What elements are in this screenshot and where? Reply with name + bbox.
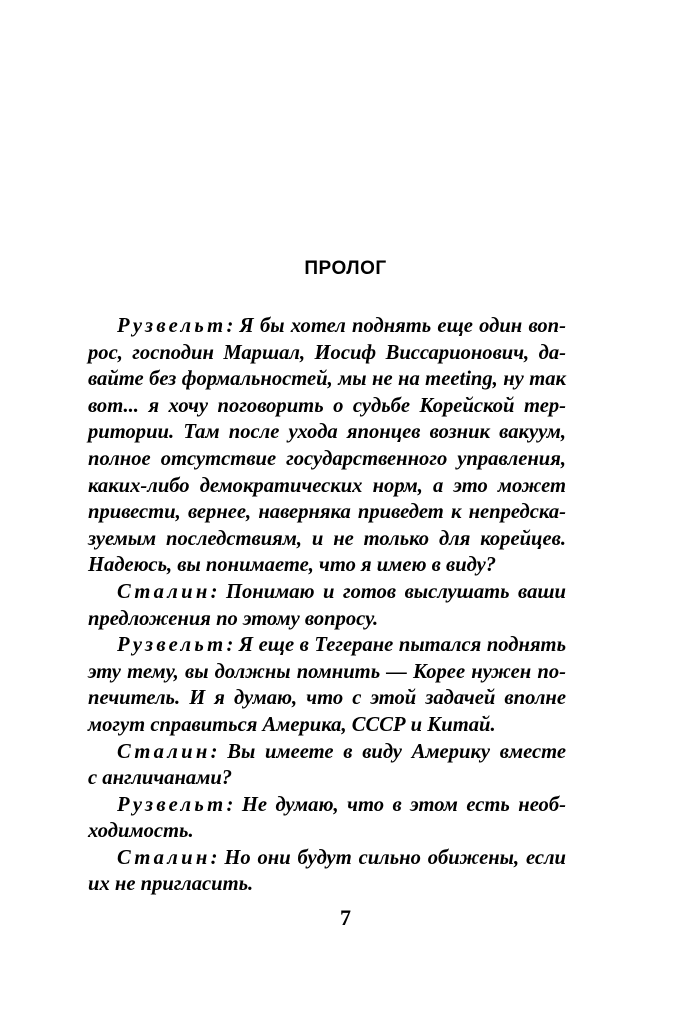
- line-text: : Я бы хотел поднять еще один воп-: [226, 315, 566, 337]
- dialogue-paragraph: [88, 632, 566, 738]
- line-text: : Не думаю, что в этом есть необ-: [226, 793, 566, 816]
- text-line: вайте без формальностей, мы не на meeting, ну так: [88, 368, 566, 391]
- dialogue-paragraph: [88, 313, 566, 579]
- text-line: печитель. И я думаю, что с этой задачей вполне: [88, 687, 566, 710]
- dialogue-paragraph: [88, 845, 566, 898]
- text-line: каких-либо демократических норм, а это может: [88, 474, 566, 497]
- line-text: : Вы имеете в виду Америку вместе: [210, 740, 566, 763]
- dialogue-paragraph: [88, 579, 566, 632]
- speaker-name: Сталин: [117, 580, 211, 603]
- text-line: [88, 579, 566, 606]
- speaker-name: Сталин: [117, 846, 211, 869]
- text-line: зуемым последствиям, и не только для корейцев.: [88, 527, 566, 550]
- text-line: привести, вернее, наверняка приведет к непредска-: [88, 501, 566, 524]
- text-line: полное отсутствие государственного управления,: [88, 447, 566, 470]
- text-line: Надеюсь, вы понимаете, что я имею в виду?: [88, 554, 497, 577]
- text-line: рос, господин Маршал, Иосиф Виссарионович, да-: [88, 341, 566, 364]
- text-line: [88, 313, 566, 340]
- page-number: 7: [340, 905, 351, 930]
- speaker-name: Сталин: [117, 740, 211, 763]
- line-text: : Понимаю и готов выслушать ваши: [210, 580, 566, 603]
- text-line: предложения по этому вопросу.: [88, 607, 379, 630]
- dialogue-paragraph: [88, 792, 566, 845]
- body-text: [88, 313, 566, 898]
- text-line: их не пригласить.: [88, 873, 254, 896]
- dialogue-paragraph: [88, 739, 566, 792]
- text-line: [88, 845, 566, 872]
- text-line: [88, 632, 566, 659]
- chapter-title: ПРОЛОГ: [304, 258, 387, 279]
- text-line: с англичанами?: [88, 767, 233, 790]
- line-text: : Но они будут сильно обижены, если: [210, 846, 566, 869]
- speaker-name: Рузвельт: [117, 793, 227, 816]
- text-line: [88, 792, 566, 819]
- text-line: эту тему, вы должны помнить — Корее нужен по-: [88, 660, 566, 683]
- text-line: ходимость.: [88, 820, 194, 843]
- speaker-name: Рузвельт: [117, 634, 227, 657]
- text-line: [88, 739, 566, 766]
- text-line: ритории. Там после ухода японцев возник вакуум,: [88, 421, 566, 444]
- text-line: могут справиться Америка, СССР и Китай.: [88, 713, 496, 736]
- text-line: вот... я хочу поговорить о судьбе Корейской тер-: [88, 394, 566, 417]
- speaker-name: Рузвельт: [117, 315, 227, 337]
- line-text: : Я еще в Тегеране пытался поднять: [226, 634, 566, 657]
